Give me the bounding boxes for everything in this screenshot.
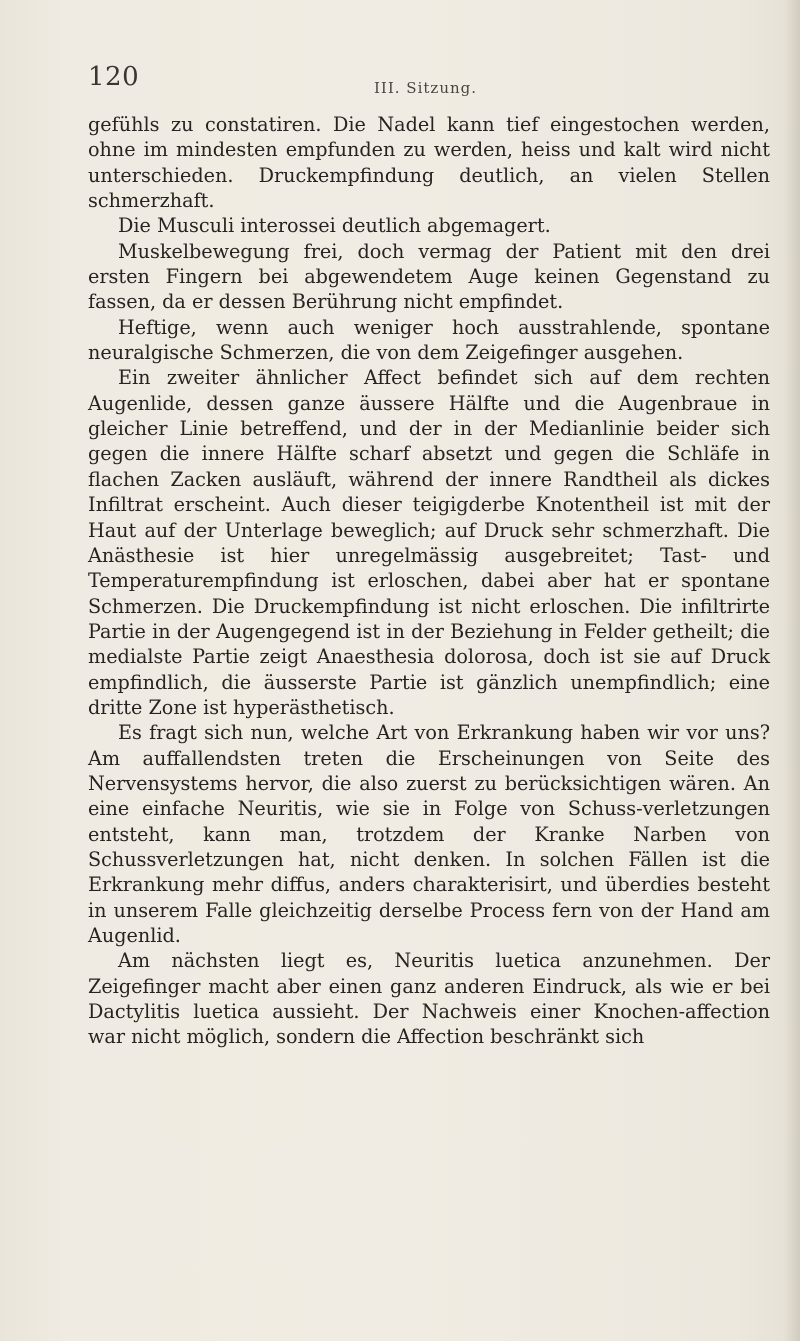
paragraph-2: Die Musculi interossei deutlich abgemagert. [118,214,551,238]
paragraph-4: Heftige, wenn auch weniger hoch ausstrahlende, spontane neuralgische Schmerzen, die von dem Zeigefinger ausgehen. [88,315,770,365]
running-head: III. Sitzung. [374,79,478,97]
paragraph-1: gefühls zu constatiren. Die Nadel kann tief eingestochen werden, ohne im mindesten empfunden zu werden, heiss und kalt wird nicht unterschieden. Druckempfindung deutlich, an vielen Stellen schmerzhaft. [88,113,770,213]
body-text [88,112,770,1050]
page-edge-shadow [784,0,800,1341]
page-number: 120 [88,62,140,92]
paragraph-5: Ein zweiter ähnlicher Affect befindet sich auf dem rechten Augenlide, dessen ganze äussere Hälfte und die Augenbraue in gleicher Linie betreffend, und der in der Medianlinie beider sich gegen die innere Hälfte scharf absetzt und gegen die Schläfe in flachen Zacken ausläuft, während der innere Randtheil als dickes Infiltrat erscheint. Auch dieser teigigderbe Knotentheil ist mit der Haut auf der Unterlage beweglich; auf Druck sehr schmerzhaft. Die Anästhesie ist hier unregelmässig ausgebreitet; Tast- und Temperaturempfindung ist erloschen, dabei aber hat er spontane Schmerzen. Die Druckempfindung ist nicht erloschen. Die infiltrirte Partie in der Augengegend ist in der Beziehung in Felder getheilt; die medialste Partie zeigt Anaesthesia dolorosa, doch ist sie auf Druck empfindlich, die äusserste Partie ist gänzlich unempfindlich; eine dritte Zone ist hyperästhetisch. [88,366,770,719]
paragraph-3: Muskelbewegung frei, doch vermag der Patient mit den drei ersten Fingern bei abgewendetem Auge keinen Gegenstand zu fassen, da er dessen Berührung nicht empfindet. [88,239,770,314]
paragraph-6: Es fragt sich nun, welche Art von Erkrankung haben wir vor uns? Am auffallendsten treten die Erscheinungen von Seite des Nervensystems hervor, die also zuerst zu berücksichtigen wären. An eine einfache Neuritis, wie sie in Folge von Schuss-verletzungen entsteht, kann man, trotzdem der Kranke Narben von Schussverletzungen hat, nicht denken. In solchen Fällen ist die Erkrankung mehr diffus, anders charakterisirt, und überdies besteht in unserem Falle gleichzeitig derselbe Process fern von der Hand am Augenlid. [88,721,770,947]
paragraph-7: Am nächsten liegt es, Neuritis luetica anzunehmen. Der Zeigefinger macht aber einen ganz anderen Eindruck, als wie er bei Dactylitis luetica aussieht. Der Nachweis einer Knochen-affection war nicht möglich, sondern die Affection beschränkt sich [88,949,770,1049]
